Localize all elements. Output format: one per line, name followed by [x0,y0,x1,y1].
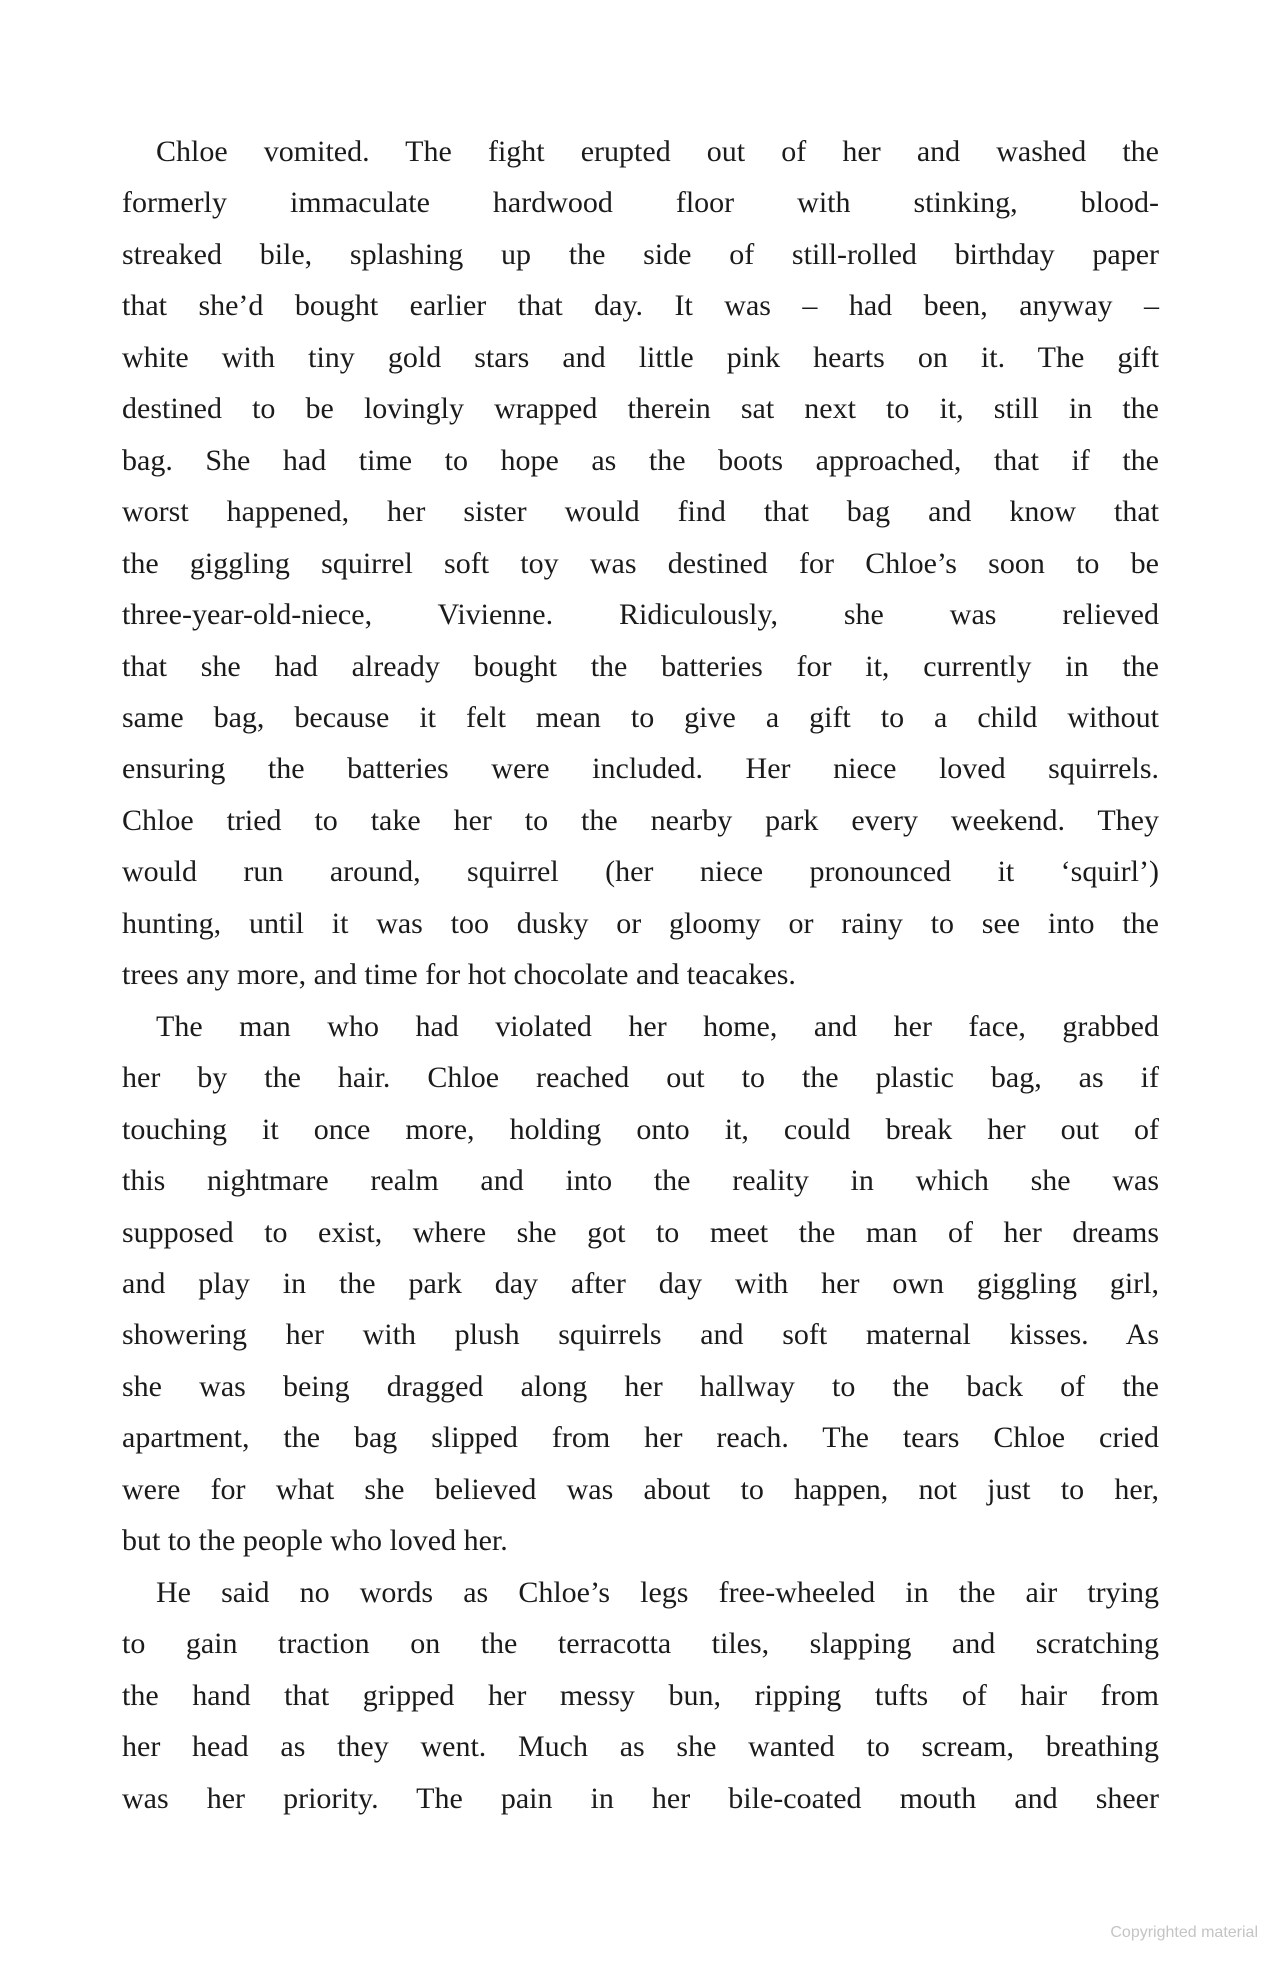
text-line: supposed to exist, where she got to meet the man of her dreams [122,1215,1159,1249]
paragraph [122,1567,1159,1824]
text-line: this nightmare realm and into the reality in which she was [122,1164,1159,1198]
text-line: showering her with plush squirrels and soft maternal kisses. As [122,1318,1159,1352]
text-line: her by the hair. Chloe reached out to the plastic bag, as if [122,1061,1159,1095]
text-line: and play in the park day after day with her own giggling girl, [122,1266,1159,1300]
text-line: The man who had violated her home, and her face, grabbed [156,1009,1159,1043]
text-line: hunting, until it was too dusky or gloomy or rainy to see into the [122,906,1159,940]
text-line: the giggling squirrel soft toy was destined for Chloe’s soon to be [122,546,1159,580]
text-line: Chloe tried to take her to the nearby park every weekend. They [122,803,1159,837]
text-line: Chloe vomited. The fight erupted out of her and washed the [156,135,1159,168]
text-line: were for what she believed was about to happen, not just to her, [122,1472,1159,1506]
text-line: destined to be lovingly wrapped therein sat next to it, still in the [122,392,1159,426]
copyright-watermark: Copyrighted material [1110,1924,1258,1941]
paragraph [122,1001,1159,1567]
text-line: ensuring the batteries were included. Her niece loved squirrels. [122,752,1159,786]
text-line: white with tiny gold stars and little pink hearts on it. The gift [122,340,1159,374]
text-line: same bag, because it felt mean to give a gift to a child without [122,700,1159,734]
paragraph [122,126,1159,1001]
text-line: worst happened, her sister would find that bag and know that [122,495,1159,529]
text-line: touching it once more, holding onto it, could break her out of [122,1112,1159,1146]
text-line: that she’d bought earlier that day. It was – had been, anyway – [122,289,1159,323]
page-text-block [122,126,1159,1824]
text-line: three-year-old-niece, Vivienne. Ridiculously, she was relieved [122,598,1159,632]
text-line: apartment, the bag slipped from her reach. The tears Chloe cried [122,1421,1159,1455]
text-line: formerly immaculate hardwood floor with stinking, blood- [122,186,1159,220]
text-line: but to the people who loved her. [122,1524,508,1558]
text-line: was her priority. The pain in her bile-coated mouth and sheer [122,1781,1159,1815]
text-line: she was being dragged along her hallway to the back of the [122,1369,1159,1403]
text-line: that she had already bought the batteries for it, currently in the [122,649,1159,683]
text-line: bag. She had time to hope as the boots approached, that if the [122,443,1159,477]
text-line: her head as they went. Much as she wanted to scream, breathing [122,1730,1159,1764]
text-line: would run around, squirrel (her niece pronounced it ‘squirl’) [122,855,1159,889]
text-line: trees any more, and time for hot chocolate and teacakes. [122,958,796,992]
text-line: He said no words as Chloe’s legs free-wheeled in the air trying [156,1575,1159,1609]
text-line: to gain traction on the terracotta tiles, slapping and scratching [122,1627,1159,1661]
text-line: streaked bile, splashing up the side of still-rolled birthday paper [122,237,1159,271]
text-line: the hand that gripped her messy bun, ripping tufts of hair from [122,1678,1159,1712]
